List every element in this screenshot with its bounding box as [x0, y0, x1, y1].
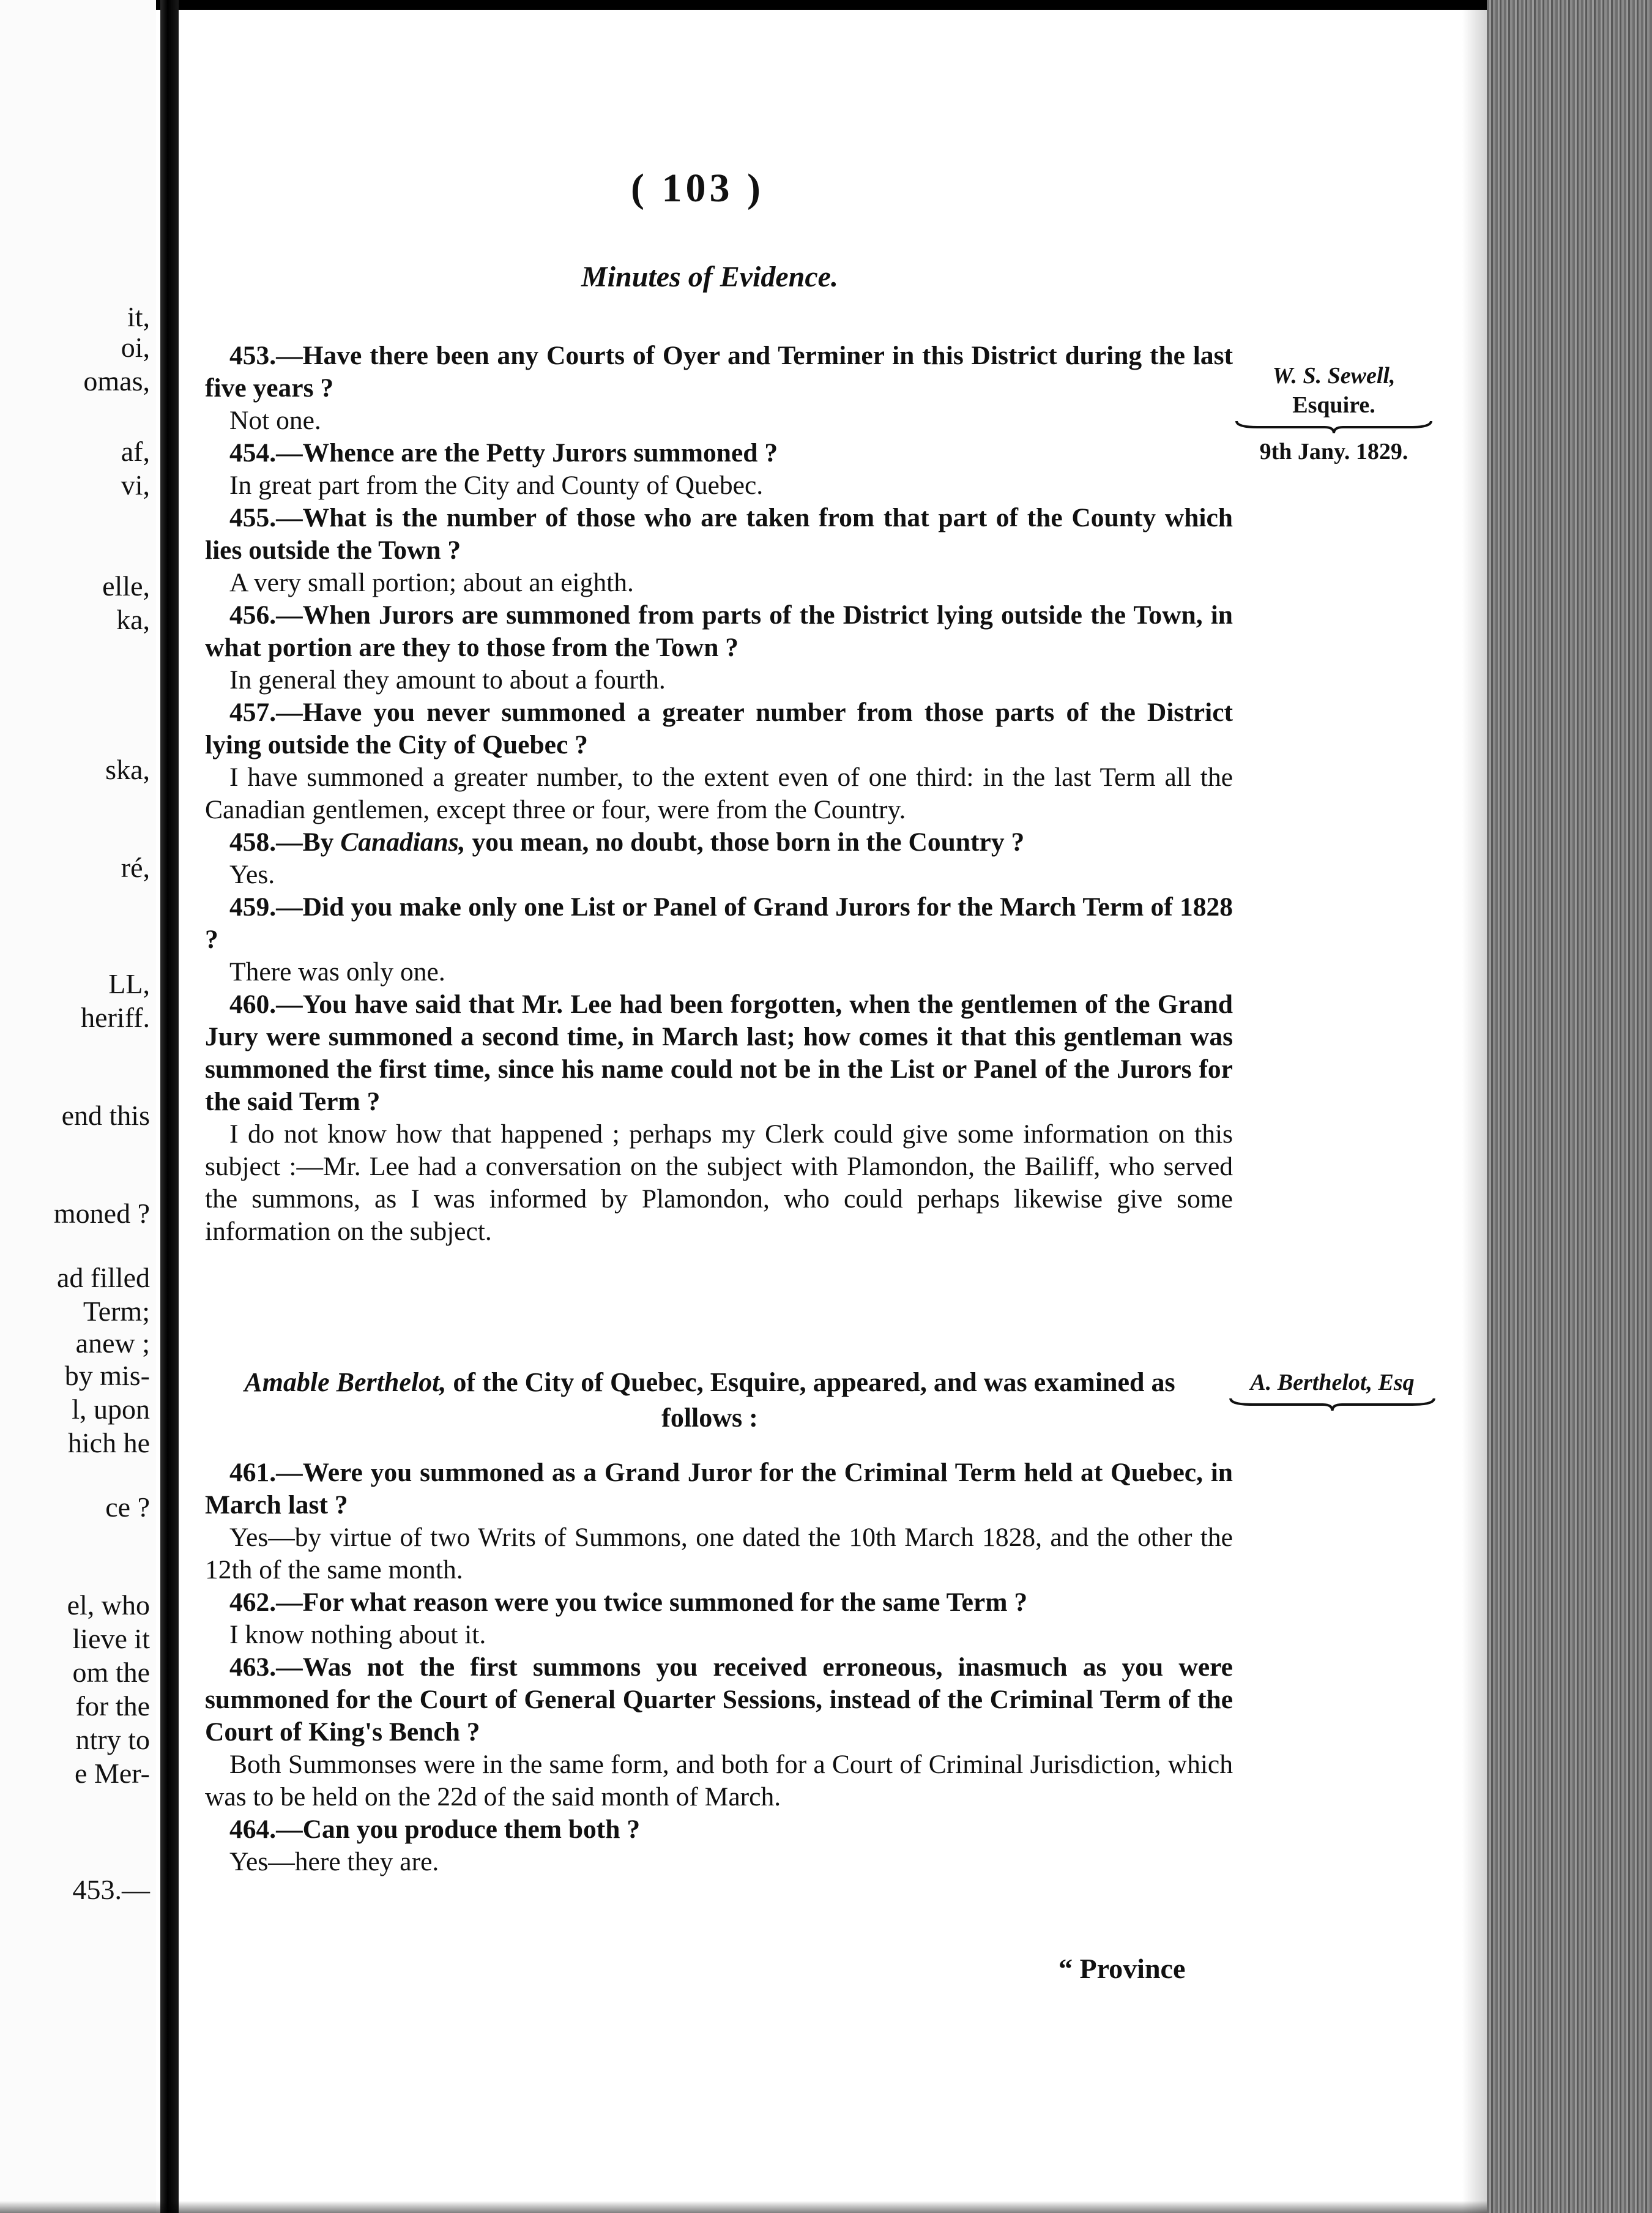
question-457: 457.—Have you never summoned a greater number from those parts of the District lying outside the City of Quebec ?: [205, 698, 1233, 759]
facing-text-fragment: it,: [127, 301, 150, 332]
witness-introduction: [205, 1365, 1215, 1436]
page-bottom-edge: [0, 2201, 1487, 2213]
question-458-emphasis: Canadians,: [340, 827, 466, 857]
question-455: 455.—What is the number of those who are taken from that part of the County which lies outside the Town ?: [205, 503, 1233, 565]
witness-sidenote-sewell: [1233, 361, 1435, 466]
facing-text-fragment: by mis-: [64, 1360, 150, 1391]
page-number: ( 103 ): [631, 166, 764, 211]
facing-text-fragment: moned ?: [53, 1198, 150, 1229]
page-top-edge: [0, 0, 1487, 10]
question-462: 462.—For what reason were you twice summoned for the same Term ?: [229, 1588, 1028, 1617]
question-456: 456.—When Jurors are summoned from parts of the District lying outside the Town, in what portion are they to those from the Town ?: [205, 600, 1233, 662]
catchword: “ Province: [1059, 1953, 1186, 1984]
answer-457: I have summoned a greater number, to the extent even of one third: in the last Term all the Canadian gentlemen, except three or four, were from the Country.: [205, 763, 1233, 824]
facing-text-fragment: anew ;: [75, 1327, 150, 1359]
facing-text-fragment: l, upon: [72, 1394, 150, 1425]
question-458-prefix: 458.—By: [229, 827, 341, 857]
evidence-date: 9th Jany. 1829.: [1259, 439, 1408, 465]
facing-text-fragment: oi,: [121, 332, 150, 363]
answer-463: Both Summonses were in the same form, and both for a Court of Criminal Jurisdiction, which was to be held on the 22d of the said month of March.: [205, 1750, 1233, 1812]
witness-name: W. S. Sewell,: [1272, 363, 1396, 389]
answer-460: I do not know how that happened ; perhaps my Clerk could give some information on this subject :—Mr. Lee had a conversation on the subject with Plamondon, the Bailiff, who served the summons, as I was informed by Plamondon, who could perhaps likewise give some information on the subject.: [205, 1119, 1233, 1246]
witness-name: A. Berthelot, Esq: [1250, 1370, 1415, 1395]
facing-text-fragment: omas,: [83, 365, 150, 397]
answer-459: There was only one.: [229, 957, 445, 987]
question-464: 464.—Can you produce them both ?: [229, 1815, 641, 1844]
brace-icon: [1233, 420, 1435, 435]
facing-text-fragment: om the: [72, 1657, 150, 1688]
answer-462: I know nothing about it.: [229, 1620, 486, 1649]
brace-icon: [1227, 1397, 1438, 1412]
answer-456: In general they amount to about a fourth.: [229, 665, 666, 695]
facing-text-fragment: lieve it: [72, 1623, 150, 1654]
book-page-edges: [1487, 0, 1652, 2213]
answer-455: A very small portion; about an eighth.: [229, 568, 634, 597]
witness-title: Esquire.: [1292, 392, 1375, 418]
witness-intro-text: of the City of Quebec, Esquire, appeared, and was examined as follows :: [446, 1367, 1175, 1433]
facing-text-fragment: hich he: [67, 1427, 150, 1458]
facing-text-fragment: Term;: [83, 1296, 150, 1327]
facing-text-fragment: ad filled: [57, 1262, 150, 1293]
witness-sidenote-berthelot: [1227, 1368, 1438, 1412]
question-463: 463.—Was not the first summons you received erroneous, inasmuch as you were summoned for the Court of General Quarter Sessions, instead of the Criminal Term of the Court of King's Bench ?: [205, 1652, 1233, 1747]
facing-text-fragment: ré,: [121, 852, 150, 883]
facing-text-fragment: ntry to: [75, 1724, 150, 1755]
question-454: 454.—Whence are the Petty Jurors summoned ?: [229, 438, 778, 468]
answer-458: Yes.: [229, 860, 275, 889]
facing-text-fragment: af,: [121, 436, 150, 467]
answer-454: In great part from the City and County of Quebec.: [229, 471, 764, 500]
facing-text-fragment: vi,: [121, 469, 150, 501]
facing-text-fragment: ce ?: [105, 1491, 150, 1523]
facing-text-fragment: e Mer-: [75, 1758, 150, 1789]
facing-text-fragment: for the: [75, 1690, 150, 1722]
question-459: 459.—Did you make only one List or Panel of Grand Jurors for the March Term of 1828 ?: [205, 892, 1233, 954]
facing-text-fragment: elle,: [102, 570, 150, 602]
facing-text-fragment: el, who: [67, 1589, 150, 1621]
facing-text-fragment: end this: [61, 1100, 150, 1131]
facing-text-fragment: LL,: [108, 968, 150, 999]
section-title: Minutes of Evidence.: [581, 261, 838, 293]
answer-461: Yes—by virtue of two Writs of Summons, one dated the 10th March 1828, and the other the 12th of the same month.: [205, 1523, 1233, 1584]
page-curl-shadow: [1462, 0, 1487, 2213]
answer-453: Not one.: [229, 406, 321, 435]
question-461: 461.—Were you summoned as a Grand Juror for the Criminal Term held at Quebec, in March last ?: [205, 1458, 1233, 1520]
book-spine-gutter: [160, 0, 179, 2213]
question-453: 453.—Have there been any Courts of Oyer and Terminer in this District during the last five years ?: [205, 341, 1233, 403]
facing-text-fragment: heriff.: [81, 1002, 150, 1033]
facing-text-fragment: ska,: [105, 754, 150, 785]
question-458: [205, 826, 1233, 859]
evidence-block-berthelot: [205, 1457, 1233, 1878]
facing-text-fragment: 453.—: [72, 1874, 150, 1905]
evidence-block-sewell: [205, 340, 1233, 1248]
witness-intro-name: Amable Berthelot,: [244, 1367, 447, 1397]
facing-page-fragment: [0, 0, 156, 2213]
question-458-suffix: you mean, no doubt, those born in the Country ?: [465, 827, 1025, 857]
answer-464: Yes—here they are.: [229, 1847, 439, 1876]
question-460: 460.—You have said that Mr. Lee had been forgotten, when the gentlemen of the Grand Jury were summoned a second time, in March last; how comes it that this gentleman was summoned the first time, since his name could not be in the List or Panel of the Jurors for the said Term ?: [205, 990, 1233, 1116]
facing-text-fragment: ka,: [116, 604, 150, 635]
